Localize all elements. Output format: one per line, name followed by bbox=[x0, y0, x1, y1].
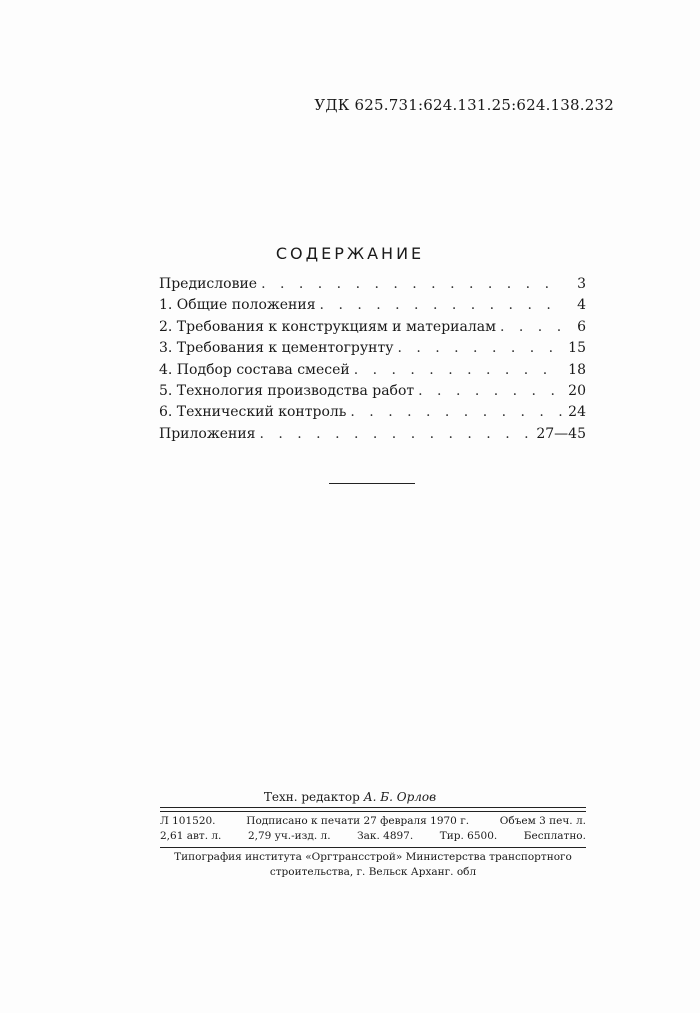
imprint-license: Л 101520. bbox=[160, 815, 216, 827]
imprint-bottom-rule bbox=[160, 847, 586, 848]
toc-item-page: 24 bbox=[568, 404, 586, 421]
imprint-print-run: Тир. 6500. bbox=[439, 830, 498, 842]
imprint-row-1 bbox=[160, 815, 586, 827]
imprint-top-rule bbox=[160, 807, 586, 812]
imprint-publisher-sheets: 2,79 уч.-изд. л. bbox=[247, 830, 331, 842]
technical-editor bbox=[0, 790, 700, 804]
toc-item bbox=[159, 383, 586, 404]
editor-prefix: Техн. редактор bbox=[263, 790, 360, 804]
toc-item-label: 4. Подбор состава смесей bbox=[159, 361, 350, 378]
imprint-row-2 bbox=[160, 830, 586, 842]
toc-item bbox=[159, 426, 586, 447]
table-of-contents bbox=[159, 276, 586, 447]
toc-item bbox=[159, 319, 586, 340]
toc-leader-dots bbox=[418, 383, 562, 399]
toc-item-label: 2. Требования к конструкциям и материалам bbox=[159, 318, 496, 335]
toc-leader-dots bbox=[500, 319, 562, 335]
toc-title: СОДЕРЖАНИЕ bbox=[275, 244, 425, 263]
toc-item bbox=[159, 276, 586, 297]
toc-item-label: 6. Технический контроль bbox=[159, 404, 347, 421]
toc-item bbox=[159, 340, 586, 361]
toc-leader-dots bbox=[259, 426, 532, 442]
editor-name: А. Б. Орлов bbox=[363, 790, 437, 804]
toc-item bbox=[159, 404, 586, 425]
toc-item-page: 15 bbox=[568, 340, 586, 357]
toc-item-page: 18 bbox=[568, 361, 586, 378]
imprint-signed-date: Подписано к печати 27 февраля 1970 г. bbox=[246, 815, 470, 827]
toc-item bbox=[159, 297, 586, 318]
imprint-order: Зак. 4897. bbox=[357, 830, 414, 842]
toc-item-label: Приложения bbox=[159, 425, 256, 442]
toc-item-label: Предисловие bbox=[159, 276, 258, 292]
toc-item-label: 3. Требования к цементогрунту bbox=[159, 340, 394, 357]
toc-item-label: 5. Технология производства работ bbox=[159, 382, 415, 399]
printer-line-2: строительства, г. Вельск Арханг. обл bbox=[269, 866, 477, 878]
toc-leader-dots bbox=[350, 404, 562, 420]
toc-leader-dots bbox=[320, 297, 562, 313]
imprint-price: Бесплатно. bbox=[523, 830, 586, 842]
toc-item-page: 3 bbox=[577, 276, 586, 292]
toc-leader-dots bbox=[354, 362, 562, 378]
toc-item-label: 1. Общие положения bbox=[159, 297, 316, 314]
printer-info bbox=[160, 850, 586, 880]
toc-item-page: 4 bbox=[577, 297, 586, 314]
toc-leader-dots bbox=[261, 276, 562, 292]
toc-item bbox=[159, 362, 586, 383]
toc-item-page: 6 bbox=[577, 318, 586, 335]
toc-leader-dots bbox=[397, 340, 562, 356]
imprint-author-sheets: 2,61 авт. л. bbox=[160, 830, 222, 842]
toc-item-page: 27—45 bbox=[536, 425, 586, 442]
section-divider bbox=[329, 483, 415, 484]
printer-line-1: Типография института «Оргтрансстрой» Министерства транспортного bbox=[174, 851, 572, 863]
imprint-volume: Объем 3 печ. л. bbox=[499, 815, 586, 827]
udc-code: УДК 625.731:624.131.25:624.138.232 bbox=[314, 96, 614, 114]
toc-item-page: 20 bbox=[568, 382, 586, 399]
